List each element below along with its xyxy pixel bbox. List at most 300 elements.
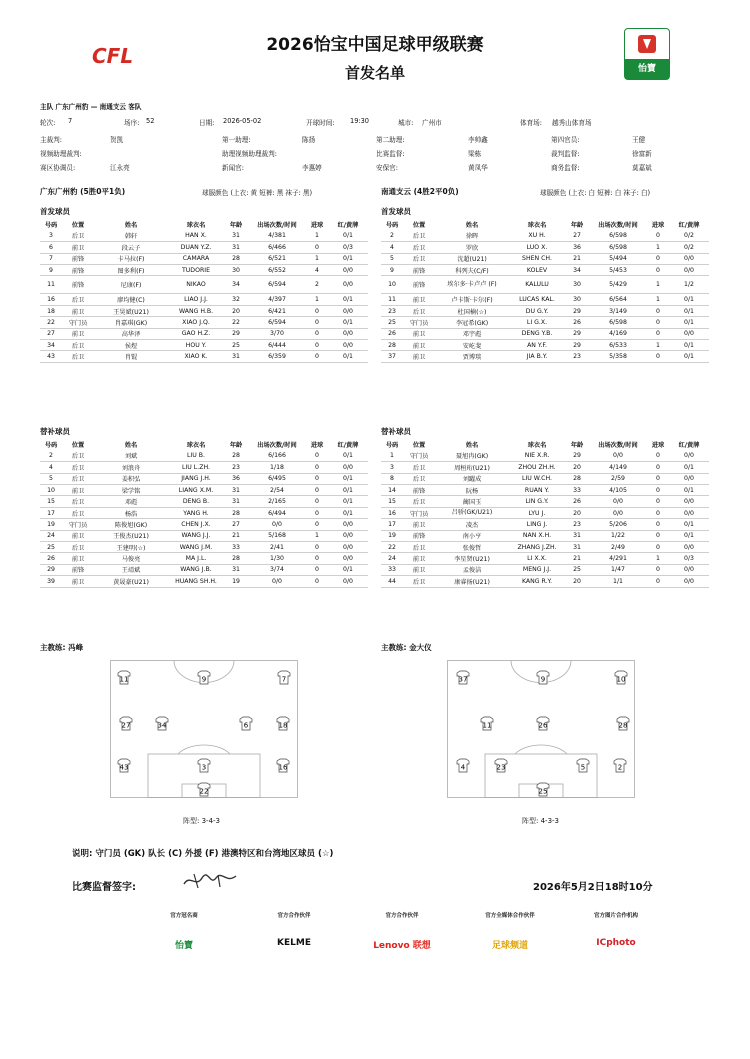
player-cell: 0 xyxy=(306,462,328,473)
player-cell: 罗欣 xyxy=(435,242,509,253)
player-cell: 3 xyxy=(40,230,62,241)
player-cell: YANG H. xyxy=(168,507,224,518)
player-row xyxy=(40,253,368,264)
player-row xyxy=(40,242,368,253)
official-role-2-6: 商务监督: xyxy=(551,164,580,172)
player-cell: 0/0 xyxy=(669,473,709,484)
player-cell: 0 xyxy=(647,462,669,473)
player-cell: 聂旭冉(GK) xyxy=(435,450,509,461)
player-cell: 34 xyxy=(565,265,589,276)
player-cell: 0/1 xyxy=(328,564,368,575)
player-cell: 陈俊旭(GK) xyxy=(94,519,168,530)
official-role-2-0: 赛区协调员: xyxy=(40,164,76,172)
player-row xyxy=(40,294,368,305)
player-cell: 后卫 xyxy=(62,542,94,553)
player-cell: 34 xyxy=(224,276,248,294)
player-cell: 30 xyxy=(565,276,589,294)
player-cell: 0/3 xyxy=(669,553,709,564)
player-cell: DUAN Y.Z. xyxy=(168,242,224,253)
column-header: 出场次数/时间 xyxy=(598,442,638,450)
home-subs-table xyxy=(40,439,368,588)
player-shirt xyxy=(118,671,130,684)
player-cell: NIKAO xyxy=(168,276,224,294)
player-cell: 1 xyxy=(647,242,669,253)
shirt-number: 43 xyxy=(119,763,129,772)
player-cell: LYU J. xyxy=(509,507,565,518)
player-cell: 22 xyxy=(40,317,62,328)
column-header: 出场次数/时间 xyxy=(257,222,297,230)
shirt-number: 3 xyxy=(201,763,207,772)
column-header: 球衣名 xyxy=(186,222,206,230)
player-shirt xyxy=(457,671,469,684)
player-cell: 前卫 xyxy=(403,564,435,575)
player-cell: LIN G.Y. xyxy=(509,496,565,507)
player-cell: 守门员 xyxy=(403,507,435,518)
player-cell: 前锋 xyxy=(403,276,435,294)
player-cell: 1/18 xyxy=(248,462,306,473)
player-cell: 前锋 xyxy=(62,265,94,276)
player-shirt xyxy=(614,759,626,772)
cfl-logo-text: CFL xyxy=(92,44,134,68)
player-cell: 24 xyxy=(40,530,62,541)
player-row xyxy=(40,576,368,587)
player-cell: 22 xyxy=(381,542,403,553)
player-cell: 31 xyxy=(224,496,248,507)
player-cell: 4/105 xyxy=(589,485,647,496)
player-cell: 南小亨 xyxy=(435,530,509,541)
player-cell: 2/49 xyxy=(589,542,647,553)
player-cell: 后卫 xyxy=(62,450,94,461)
player-cell: 尼康(F) xyxy=(94,276,168,294)
player-cell: 周桓珩(U21) xyxy=(435,462,509,473)
player-row xyxy=(381,242,709,253)
date-label: 日期: xyxy=(199,119,215,127)
player-shirt xyxy=(617,717,629,730)
sponsor-logo: 足球频道 xyxy=(491,941,528,951)
player-cell: 25 xyxy=(565,564,589,575)
player-cell: 0 xyxy=(306,553,328,564)
player-cell: 15 xyxy=(40,496,62,507)
official-role-0-0: 主裁判: xyxy=(40,136,63,144)
player-cell: 0/0 xyxy=(248,519,306,530)
player-cell: LIU B. xyxy=(168,450,224,461)
player-cell: 0/0 xyxy=(328,542,368,553)
player-cell: 0/1 xyxy=(328,473,368,484)
player-cell: 王靖斌 xyxy=(94,564,168,575)
player-cell: 李星贤(U21) xyxy=(435,553,509,564)
shirt-number: 10 xyxy=(616,675,626,684)
player-cell: 前锋 xyxy=(403,265,435,276)
player-cell: 后卫 xyxy=(62,496,94,507)
home-subs-label: 替补球员 xyxy=(40,427,70,436)
match-no-value: 52 xyxy=(146,117,155,125)
player-cell: 0 xyxy=(306,473,328,484)
player-cell: 6/421 xyxy=(248,305,306,316)
player-cell: 4 xyxy=(381,242,403,253)
player-cell: 6/521 xyxy=(248,253,306,264)
player-cell: 44 xyxy=(381,576,403,587)
player-cell: 25 xyxy=(381,317,403,328)
player-cell: 0/0 xyxy=(328,276,368,294)
shirt-number: 5 xyxy=(580,763,586,772)
player-cell: 0/0 xyxy=(669,542,709,553)
player-cell: 刘躍成 xyxy=(435,473,509,484)
player-cell: 侯煜 xyxy=(94,340,168,351)
player-cell: 王建明(☆) xyxy=(94,542,168,553)
player-cell: 前卫 xyxy=(62,553,94,564)
player-cell: 1/2 xyxy=(669,276,709,294)
shirt-number: 9 xyxy=(540,675,546,684)
pitch-line xyxy=(515,745,567,754)
player-cell: 23 xyxy=(565,519,589,530)
player-cell: 0/0 xyxy=(328,462,368,473)
player-cell: 0 xyxy=(647,328,669,339)
sponsor-logo: 怡寶 xyxy=(174,941,193,951)
player-cell: 0 xyxy=(647,473,669,484)
player-shirt xyxy=(120,717,132,730)
player-cell: 26 xyxy=(565,317,589,328)
player-cell: LI X.X. xyxy=(509,553,565,564)
player-cell: 后卫 xyxy=(403,576,435,587)
player-cell: 3/74 xyxy=(248,564,306,575)
column-header: 红/黄牌 xyxy=(337,442,359,450)
player-cell: 梁学铭 xyxy=(94,485,168,496)
player-cell: 6/598 xyxy=(589,317,647,328)
player-cell: 5/168 xyxy=(248,530,306,541)
player-cell: 埃尔多·卡卢卢 (F) xyxy=(435,276,509,294)
shirt-number: 28 xyxy=(618,721,628,730)
official-role-1-2: 助理视频助理裁判: xyxy=(222,150,277,158)
column-header: 年龄 xyxy=(570,222,584,230)
player-cell: 前卫 xyxy=(403,351,435,362)
player-cell: SHEN CH. xyxy=(509,253,565,264)
player-row xyxy=(381,230,709,241)
player-cell: 0 xyxy=(306,485,328,496)
player-shirt xyxy=(457,759,469,772)
player-cell: 0 xyxy=(647,305,669,316)
player-cell: 8 xyxy=(381,473,403,484)
player-row xyxy=(40,265,368,276)
player-cell: 5/494 xyxy=(589,253,647,264)
player-cell: 0/0 xyxy=(669,450,709,461)
player-cell: 5/429 xyxy=(589,276,647,294)
player-cell: 后卫 xyxy=(62,351,94,362)
player-cell: 0/0 xyxy=(589,496,647,507)
player-cell: 4/169 xyxy=(589,328,647,339)
player-cell: 高华泽 xyxy=(94,328,168,339)
player-cell: 0 xyxy=(647,317,669,328)
date-value: 2026-05-02 xyxy=(223,117,262,125)
player-cell: 前锋 xyxy=(62,564,94,575)
player-cell: 39 xyxy=(40,576,62,587)
kickoff-value: 19:30 xyxy=(350,117,370,125)
official-role-2-2: 新闻官: xyxy=(222,164,245,172)
away-formation: 阵型: 4-3-3 xyxy=(522,817,559,825)
player-cell: KANG R.Y. xyxy=(509,576,565,587)
player-cell: 1/47 xyxy=(589,564,647,575)
player-cell: 0 xyxy=(647,507,669,518)
player-row xyxy=(40,230,368,241)
official-role-0-6: 第四官员: xyxy=(551,136,580,144)
player-cell: 15 xyxy=(381,496,403,507)
player-row xyxy=(40,473,368,484)
player-cell: 1 xyxy=(306,230,328,241)
player-cell: 后卫 xyxy=(62,473,94,484)
official-name-0-7: 王健 xyxy=(632,136,646,144)
player-cell: 后卫 xyxy=(403,242,435,253)
player-cell: 28 xyxy=(224,450,248,461)
player-cell: 0 xyxy=(306,305,328,316)
player-cell: 4/149 xyxy=(589,462,647,473)
column-header: 位置 xyxy=(412,442,426,450)
column-header: 球衣名 xyxy=(527,442,547,450)
player-cell: 0 xyxy=(647,351,669,362)
player-cell: 1 xyxy=(647,294,669,305)
player-row xyxy=(40,328,368,339)
column-header: 球衣名 xyxy=(186,442,206,450)
column-header: 年龄 xyxy=(570,442,584,450)
player-cell: 36 xyxy=(565,242,589,253)
player-cell: 16 xyxy=(40,294,62,305)
player-cell: 1 xyxy=(647,553,669,564)
player-cell: 32 xyxy=(224,294,248,305)
player-cell: 0/1 xyxy=(328,294,368,305)
home-formation: 阵型: 3-4-3 xyxy=(183,817,220,825)
player-cell: 0/1 xyxy=(669,462,709,473)
player-cell: 4 xyxy=(306,265,328,276)
player-cell: DU G.Y. xyxy=(509,305,565,316)
player-cell: MA J.L. xyxy=(168,553,224,564)
player-cell: ZHANG J.ZH. xyxy=(509,542,565,553)
player-cell: 廖均健(C) xyxy=(94,294,168,305)
player-cell: 6/564 xyxy=(589,294,647,305)
player-cell: NIE X.R. xyxy=(509,450,565,461)
player-cell: 段云子 xyxy=(94,242,168,253)
player-cell: 27 xyxy=(224,519,248,530)
player-row xyxy=(381,519,709,530)
player-cell: LIU L.ZH. xyxy=(168,462,224,473)
player-cell: 0/1 xyxy=(328,351,368,362)
player-row xyxy=(381,462,709,473)
player-cell: 0/0 xyxy=(328,576,368,587)
player-cell: MENG J.J. xyxy=(509,564,565,575)
player-cell: 3 xyxy=(381,462,403,473)
away-subs-label: 替补球员 xyxy=(381,427,411,436)
player-cell: 蔺国玉 xyxy=(435,496,509,507)
player-cell: LIANG X.M. xyxy=(168,485,224,496)
player-cell: 0/0 xyxy=(669,507,709,518)
away-coach: 主教练: 金大仪 xyxy=(381,643,432,652)
player-cell: 前卫 xyxy=(62,328,94,339)
player-cell: 7 xyxy=(40,253,62,264)
player-cell: 19 xyxy=(381,530,403,541)
player-row xyxy=(40,530,368,541)
player-cell: 前卫 xyxy=(62,485,94,496)
player-cell: 邓彪 xyxy=(94,496,168,507)
player-cell: 0 xyxy=(647,265,669,276)
player-row xyxy=(40,317,368,328)
player-cell: 0/0 xyxy=(328,553,368,564)
player-cell: TUDORIE xyxy=(168,265,224,276)
player-cell: DENG Y.B. xyxy=(509,328,565,339)
player-cell: 邓宇彪 xyxy=(435,328,509,339)
player-cell: 0/2 xyxy=(669,242,709,253)
player-cell: 6/594 xyxy=(248,317,306,328)
player-shirt xyxy=(277,759,289,772)
player-cell: 康睿扬(U21) xyxy=(435,576,509,587)
player-cell: 前锋 xyxy=(403,485,435,496)
player-cell: 10 xyxy=(40,485,62,496)
player-cell: 31 xyxy=(224,485,248,496)
player-cell: LING J. xyxy=(509,519,565,530)
player-cell: KOLEV xyxy=(509,265,565,276)
player-cell: 0/0 xyxy=(328,530,368,541)
column-header: 年龄 xyxy=(229,222,243,230)
player-cell: 6/494 xyxy=(248,507,306,518)
official-name-2-5: 黄凤华 xyxy=(468,164,488,172)
player-cell: 31 xyxy=(224,351,248,362)
player-row xyxy=(40,462,368,473)
player-cell: 前卫 xyxy=(403,553,435,564)
player-cell: 0 xyxy=(306,496,328,507)
player-cell: 肖锟 xyxy=(94,351,168,362)
shirt-number: 34 xyxy=(157,721,167,730)
sponsor-logo: KELME xyxy=(277,938,311,948)
official-name-1-7: 徐富新 xyxy=(632,150,652,158)
player-cell: 22 xyxy=(224,317,248,328)
player-cell: 17 xyxy=(40,507,62,518)
player-cell: 1 xyxy=(647,276,669,294)
shirt-number: 22 xyxy=(199,787,209,796)
signature-label: 比赛监督签字: xyxy=(72,882,136,893)
official-name-2-3: 李惠婷 xyxy=(302,164,322,172)
home-coach: 主教练: 冯峰 xyxy=(40,643,84,652)
player-cell: 28 xyxy=(224,507,248,518)
player-cell: 2 xyxy=(306,276,328,294)
player-cell: 0/3 xyxy=(328,242,368,253)
player-cell: 守门员 xyxy=(62,317,94,328)
player-cell: 0/1 xyxy=(328,496,368,507)
player-cell: 6/495 xyxy=(248,473,306,484)
player-cell: 33 xyxy=(381,564,403,575)
player-cell: 后卫 xyxy=(403,462,435,473)
player-row xyxy=(40,340,368,351)
player-row xyxy=(40,450,368,461)
official-name-2-7: 莫嘉斌 xyxy=(632,164,652,172)
venue-value: 越秀山体育场 xyxy=(552,119,592,127)
player-cell: 36 xyxy=(224,473,248,484)
player-shirt xyxy=(615,671,627,684)
player-cell: 6/533 xyxy=(589,340,647,351)
player-cell: 23 xyxy=(381,305,403,316)
player-cell: 1 xyxy=(381,450,403,461)
player-cell: 后卫 xyxy=(403,230,435,241)
player-cell: 王俊杰(U21) xyxy=(94,530,168,541)
away-subs-table xyxy=(381,439,709,588)
player-shirt xyxy=(481,717,493,730)
player-cell: DENG B. xyxy=(168,496,224,507)
player-cell: 30 xyxy=(565,294,589,305)
player-cell: 肖嘉琪(GK) xyxy=(94,317,168,328)
player-cell: 0 xyxy=(306,576,328,587)
player-row xyxy=(381,294,709,305)
column-header: 号码 xyxy=(385,222,399,230)
player-cell: 0 xyxy=(306,519,328,530)
player-cell: 28 xyxy=(565,473,589,484)
player-cell: 29 xyxy=(565,340,589,351)
pitch-line xyxy=(178,745,230,754)
round-value: 7 xyxy=(68,117,73,125)
official-role-2-4: 安保官: xyxy=(376,164,399,172)
column-header: 姓名 xyxy=(465,222,479,230)
player-cell: HOU Y. xyxy=(168,340,224,351)
player-cell: 杜国楠(☆) xyxy=(435,305,509,316)
column-header: 出场次数/时间 xyxy=(257,442,297,450)
player-cell: 凌杰 xyxy=(435,519,509,530)
player-cell: 前锋 xyxy=(62,253,94,264)
player-shirt xyxy=(277,717,289,730)
player-cell: 前卫 xyxy=(62,530,94,541)
player-cell: WANG J.M. xyxy=(168,542,224,553)
player-row xyxy=(381,507,709,518)
player-row xyxy=(381,253,709,264)
player-row xyxy=(381,473,709,484)
player-cell: 0/2 xyxy=(669,230,709,241)
player-cell: 25 xyxy=(40,542,62,553)
player-cell: 徐晖 xyxy=(435,230,509,241)
player-cell: 0/0 xyxy=(589,507,647,518)
player-cell: 孟俊洁 xyxy=(435,564,509,575)
player-cell: 后卫 xyxy=(403,253,435,264)
player-cell: 4/291 xyxy=(589,553,647,564)
player-cell: 守门员 xyxy=(62,519,94,530)
pitch-svg xyxy=(447,660,635,798)
player-cell: 0 xyxy=(306,450,328,461)
player-cell: XIAO K. xyxy=(168,351,224,362)
player-cell: 杨浩 xyxy=(94,507,168,518)
player-cell: 0 xyxy=(306,340,328,351)
player-cell: 前卫 xyxy=(403,340,435,351)
player-cell: 0/0 xyxy=(669,253,709,264)
player-cell: 29 xyxy=(565,328,589,339)
player-cell: 26 xyxy=(565,496,589,507)
player-shirt xyxy=(198,759,210,772)
player-cell: 卡马拉(F) xyxy=(94,253,168,264)
shirt-number: 23 xyxy=(496,763,506,772)
player-cell: 4/397 xyxy=(248,294,306,305)
player-cell: 0/0 xyxy=(328,519,368,530)
home-starters-label: 首发球员 xyxy=(40,207,70,216)
player-cell: CHEN J.X. xyxy=(168,519,224,530)
legend-note: 说明: 守门员 (GK) 队长 (C) 外援 (F) 港澳特区和台湾地区球员 (☆) xyxy=(72,849,334,859)
shirt-number: 18 xyxy=(278,721,288,730)
column-header: 进球 xyxy=(310,442,324,450)
player-cell: 0/1 xyxy=(669,351,709,362)
player-cell: 0/0 xyxy=(248,576,306,587)
player-row xyxy=(381,485,709,496)
player-cell: 30 xyxy=(224,265,248,276)
kickoff-label: 开球时间: xyxy=(306,119,335,127)
player-cell: 26 xyxy=(40,553,62,564)
player-row xyxy=(381,340,709,351)
player-row xyxy=(40,485,368,496)
player-cell: 0 xyxy=(306,564,328,575)
teams-line: 主队 广东广州豹 — 南通支云 客队 xyxy=(40,103,142,111)
player-cell: 33 xyxy=(224,542,248,553)
player-cell: 14 xyxy=(381,485,403,496)
player-cell: 2 xyxy=(381,230,403,241)
player-cell: 11 xyxy=(40,276,62,294)
